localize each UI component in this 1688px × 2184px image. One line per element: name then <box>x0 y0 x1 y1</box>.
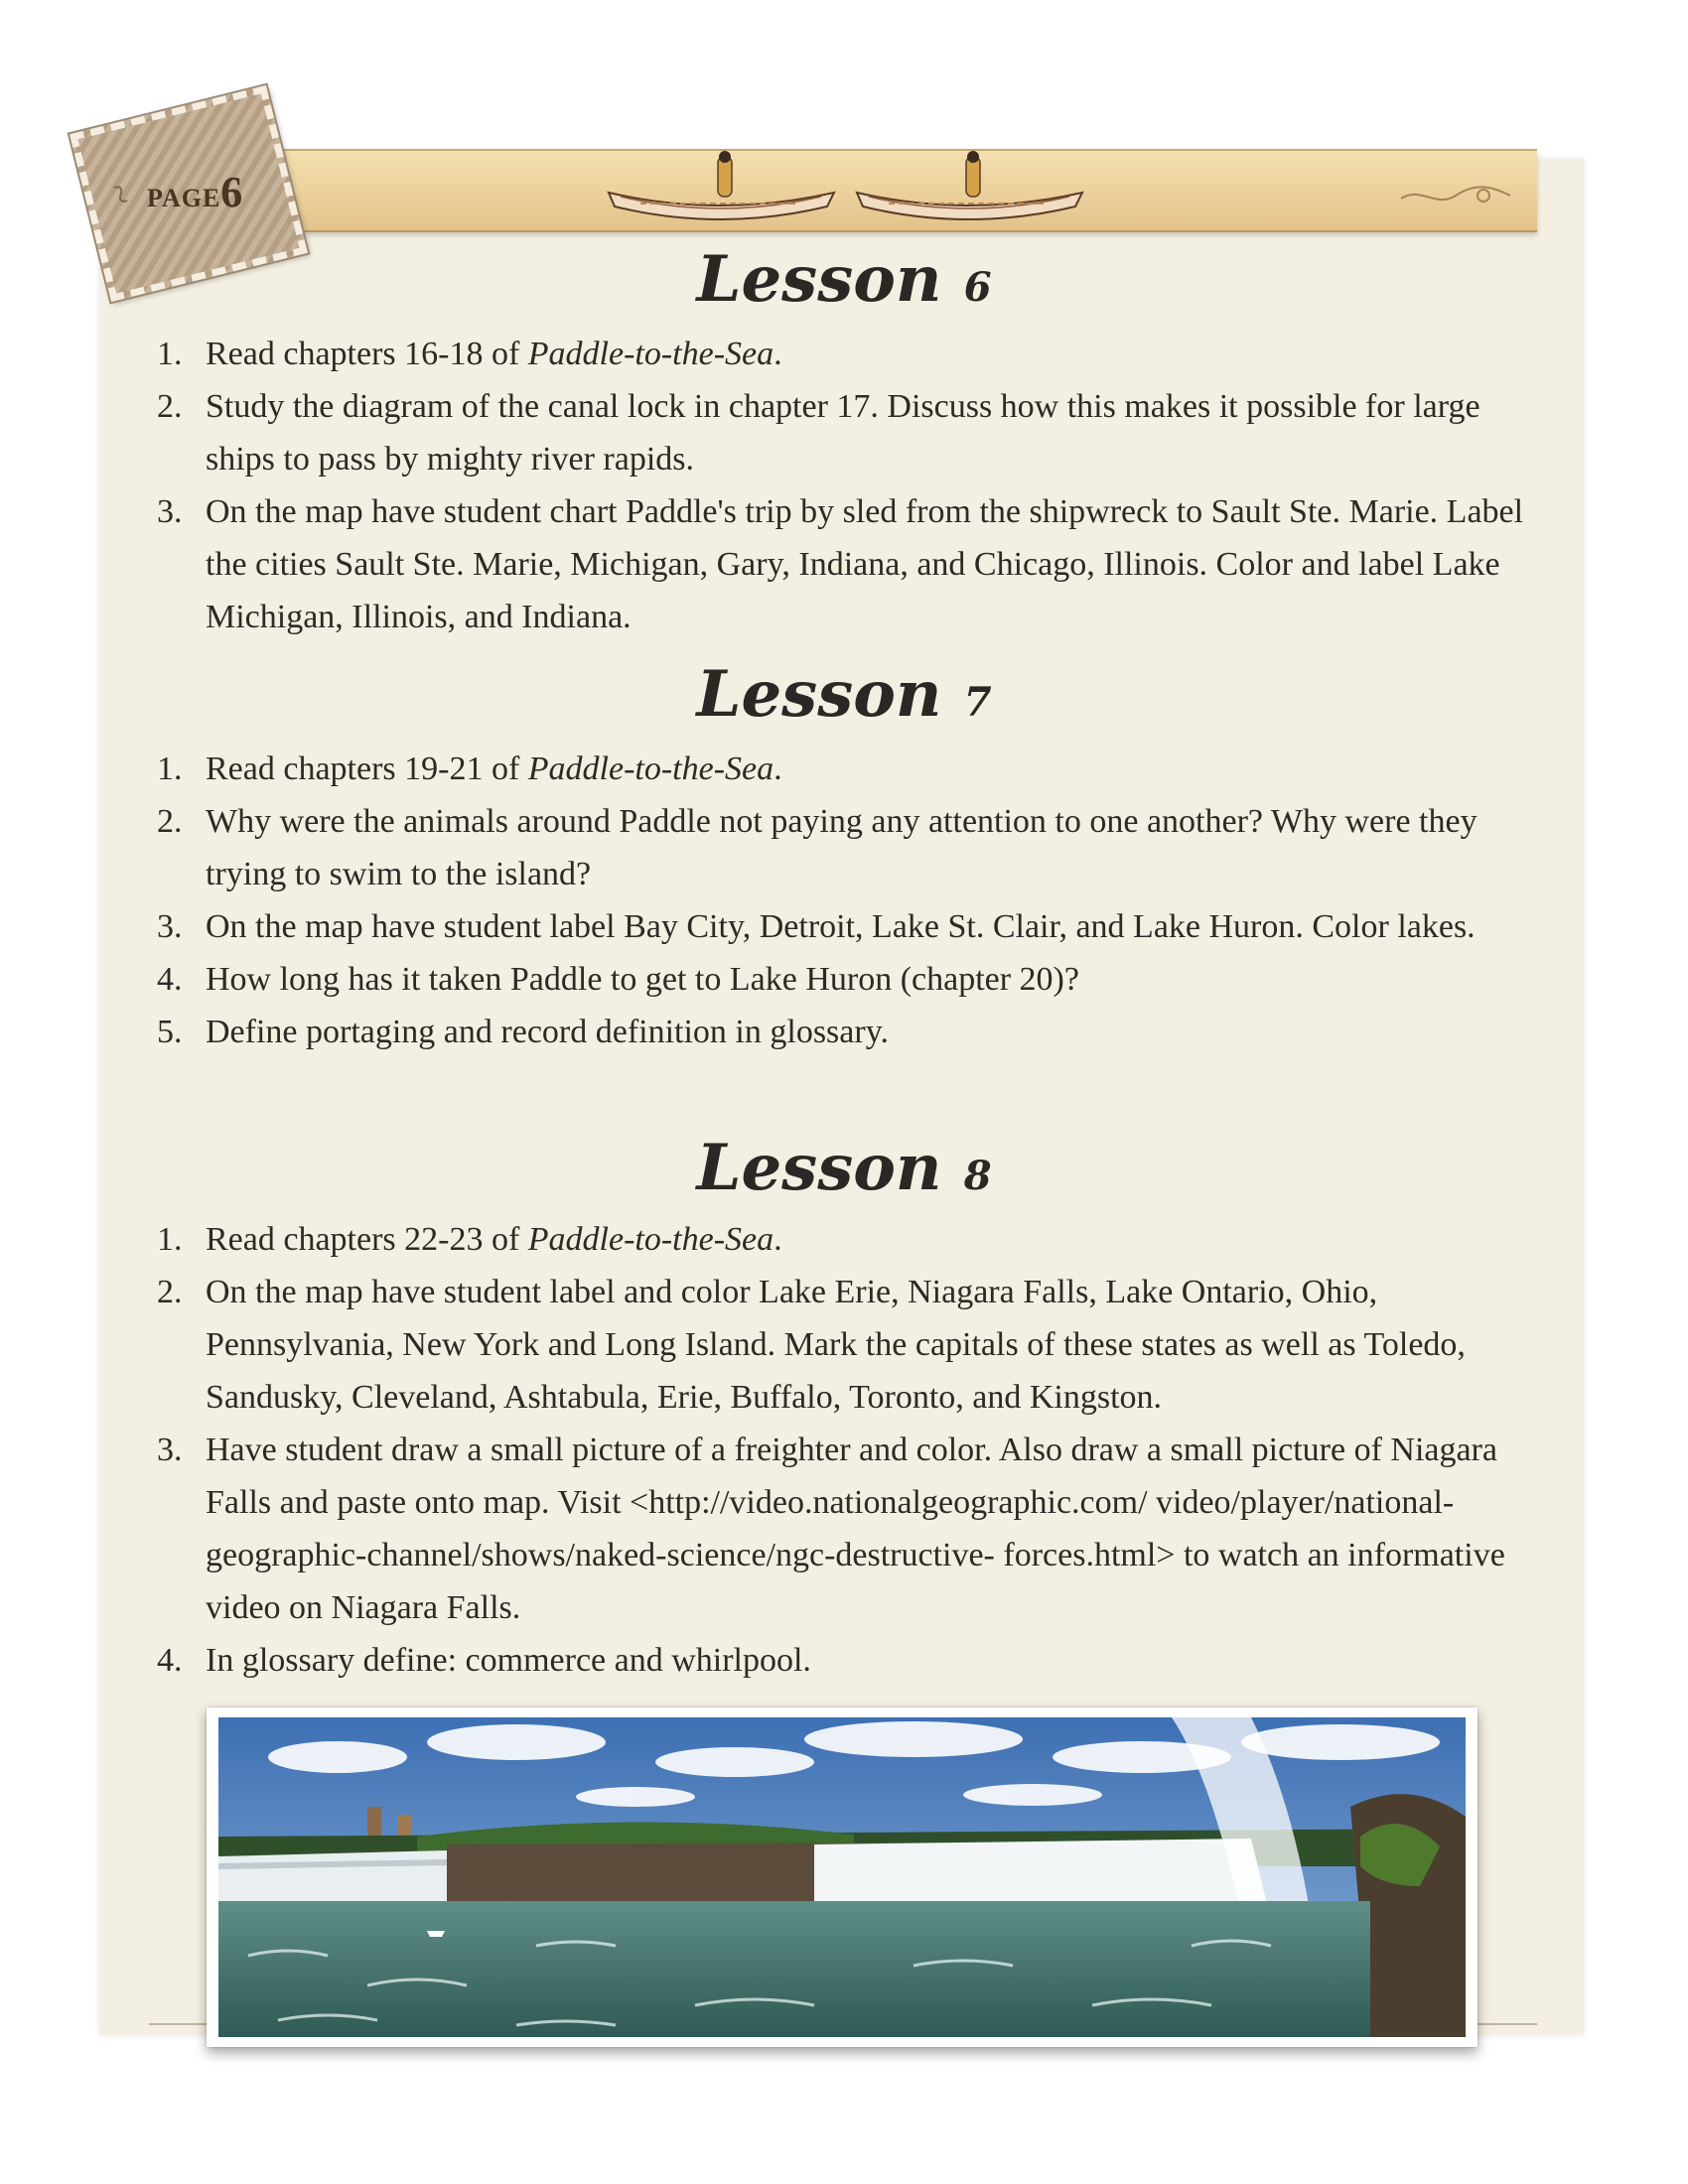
lesson-title: Lesson <box>696 242 942 317</box>
divider-rule <box>1477 2023 1537 2025</box>
item-text: . <box>774 336 782 372</box>
item-number: 1. <box>157 336 183 372</box>
item-number: 3. <box>157 493 183 530</box>
list-item <box>149 1634 1549 1687</box>
canoe-icon <box>857 151 1082 219</box>
item-text: Have student draw a small picture of a freighter and color. Also draw a small picture of Niagara Falls and paste onto map. Visit <http://video.nationalgeographic.com/ video/player/national-geographic-channel/shows/naked-science/ngc-destructive- forces.html> to watch an informative video on Niagara Falls. <box>206 1432 1505 1626</box>
lesson-6-list <box>149 328 1549 643</box>
item-text: Why were the animals around Paddle not paying any attention to one another? Why were they trying to swim to the island? <box>206 803 1477 892</box>
book-title: Paddle-to-the-Sea <box>527 336 774 372</box>
book-title: Paddle-to-the-Sea <box>527 1221 774 1258</box>
item-text: On the map have student label and color Lake Erie, Niagara Falls, Lake Ontario, Ohio, Pennsylvania, New York and Long Island. Mark the capitals of these states as well as Toledo, Sandusky, Cleveland, Ashtabula, Erie, Buffalo, Toronto, and Kingston. <box>206 1274 1466 1416</box>
list-item <box>149 380 1549 485</box>
lesson-number: 7 <box>963 679 992 726</box>
list-item <box>149 328 1549 380</box>
item-text: On the map have student chart Paddle's trip by sled from the shipwreck to Sault Ste. Marie. Label the cities Sault Ste. Marie, Michigan, Gary, Indiana, and Chicago, Illinois. Color and label Lake Michigan, Illinois, and Indiana. <box>206 493 1524 635</box>
lesson-8-list <box>149 1213 1549 1687</box>
canoe-icon <box>609 151 834 219</box>
list-item <box>149 1424 1549 1634</box>
list-item <box>149 1006 1549 1058</box>
lesson-title: Lesson <box>696 657 942 732</box>
list-item <box>149 1266 1549 1424</box>
item-number: 3. <box>157 1432 183 1468</box>
item-text: Study the diagram of the canal lock in chapter 17. Discuss how this makes it possible for large ships to pass by mighty river rapids. <box>206 388 1480 478</box>
lesson-number: 8 <box>963 1153 992 1199</box>
lesson-number: 6 <box>963 264 992 311</box>
flourish-ornament-icon <box>1396 181 1515 210</box>
item-number: 4. <box>157 961 183 998</box>
item-number: 2. <box>157 1274 183 1310</box>
list-item <box>149 795 1549 900</box>
item-number: 5. <box>157 1014 183 1050</box>
niagara-falls-panorama-photo <box>218 1717 1466 2037</box>
lesson-8-heading <box>0 1131 1688 1205</box>
stamp-script: ~ <box>95 174 146 213</box>
item-text: Define portaging and record definition in glossary. <box>206 1014 889 1050</box>
item-text: Read chapters 22-23 of <box>206 1221 528 1258</box>
item-number: 2. <box>157 803 183 840</box>
lesson-6-heading <box>0 242 1688 317</box>
divider-rule <box>149 2023 209 2025</box>
canoes-illustration <box>601 149 1087 228</box>
lesson-7-list <box>149 743 1549 1058</box>
lesson-title: Lesson <box>696 1131 942 1205</box>
item-number: 1. <box>157 1221 183 1258</box>
item-text: . <box>774 751 782 787</box>
item-text: In glossary define: commerce and whirlpool. <box>206 1642 811 1679</box>
niagara-falls-photo <box>207 1707 1477 2047</box>
book-title: Paddle-to-the-Sea <box>527 751 774 787</box>
item-number: 4. <box>157 1642 183 1679</box>
page-label <box>147 167 243 217</box>
item-text: How long has it taken Paddle to get to Lake Huron (chapter 20)? <box>206 961 1079 998</box>
list-item <box>149 485 1549 643</box>
page-word: PAGE <box>147 184 221 212</box>
list-item <box>149 1213 1549 1266</box>
item-number: 1. <box>157 751 183 787</box>
list-item <box>149 900 1549 953</box>
item-text: Read chapters 16-18 of <box>206 336 528 372</box>
list-item <box>149 953 1549 1006</box>
list-item <box>149 743 1549 795</box>
item-text: Read chapters 19-21 of <box>206 751 528 787</box>
item-number: 2. <box>157 388 183 425</box>
item-text: On the map have student label Bay City, Detroit, Lake St. Clair, and Lake Huron. Color lakes. <box>206 908 1476 945</box>
page-number: 6 <box>220 168 244 216</box>
item-number: 3. <box>157 908 183 945</box>
lesson-7-heading <box>0 657 1688 732</box>
item-text: . <box>774 1221 782 1258</box>
